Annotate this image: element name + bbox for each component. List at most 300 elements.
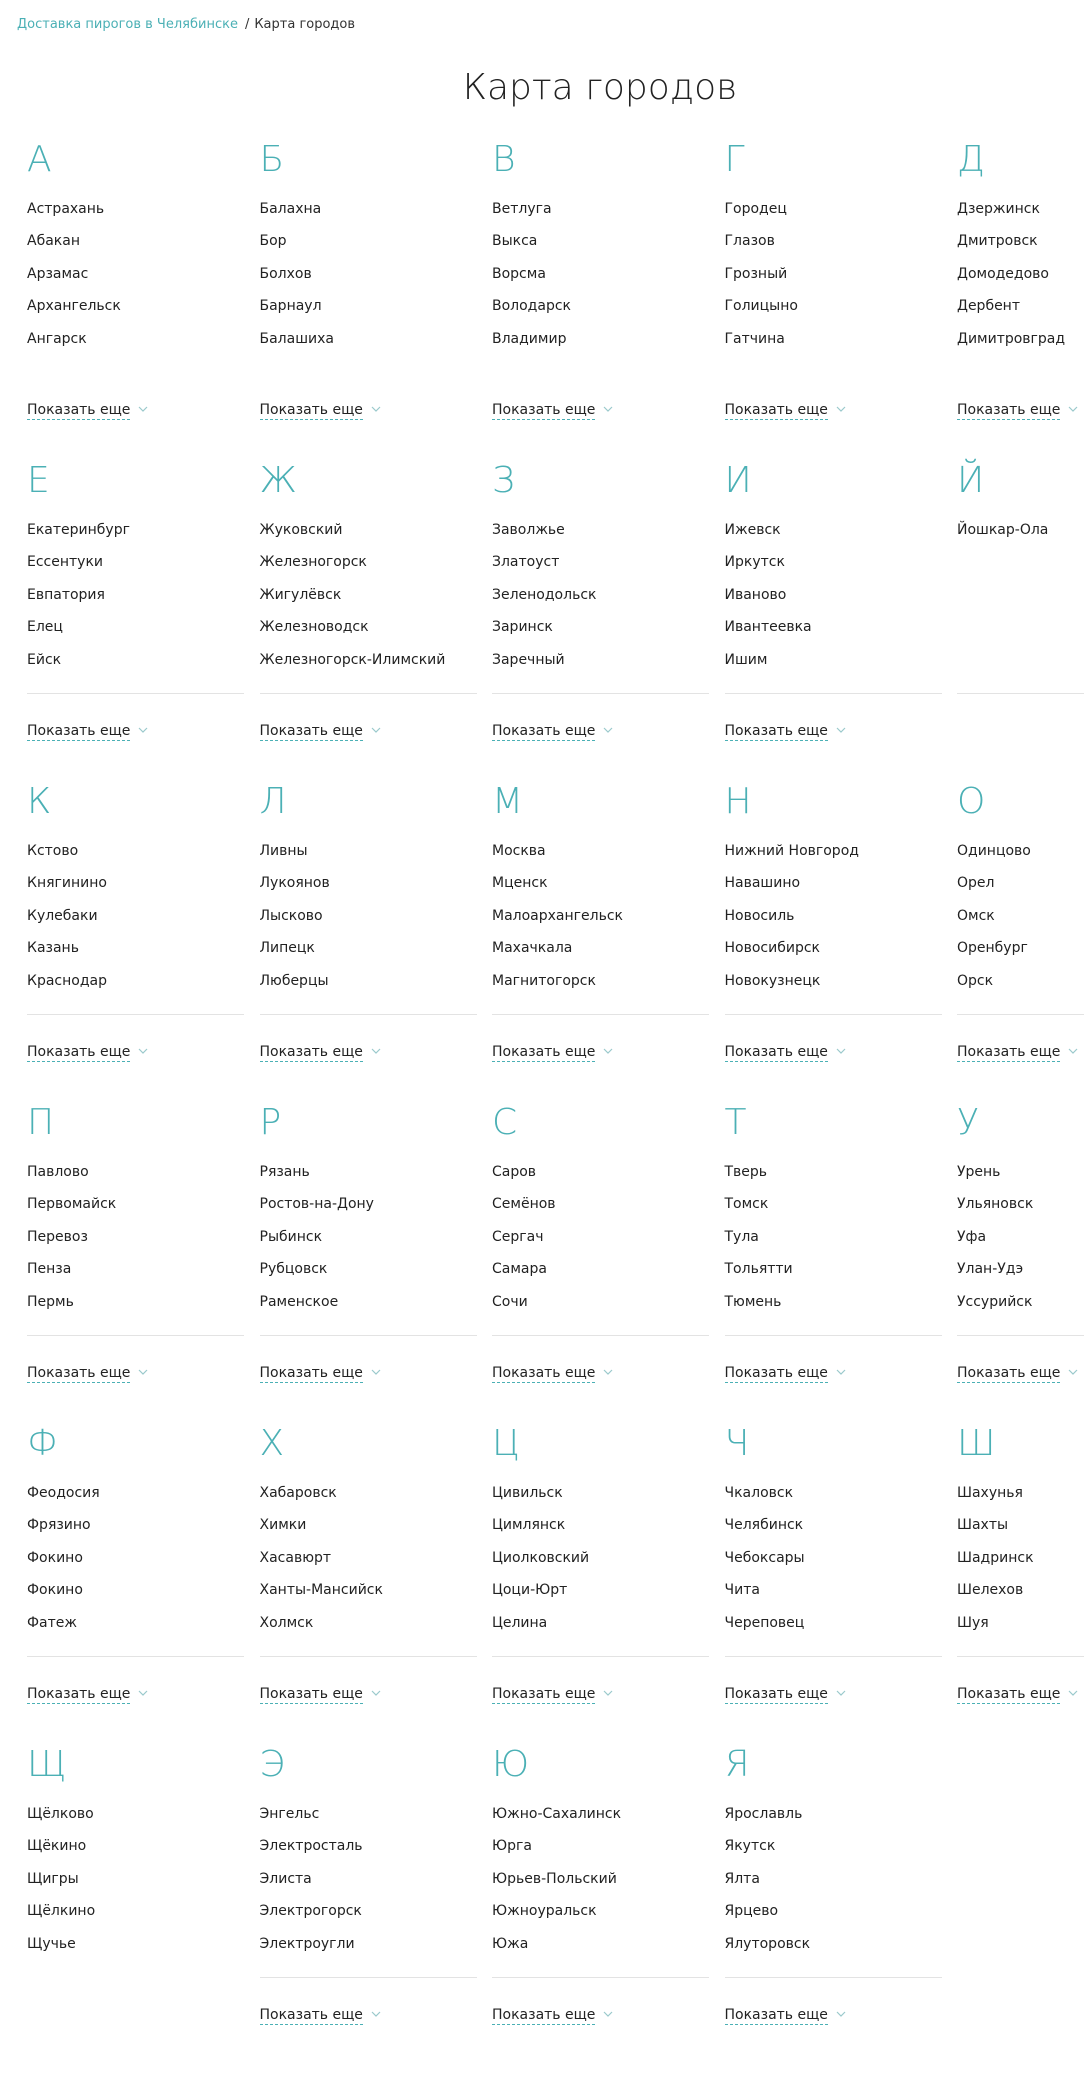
city-link[interactable]: Новосиль — [724, 907, 795, 924]
city-list — [27, 522, 130, 684]
show-more-label: Показать еще — [259, 1044, 363, 1060]
show-more-label: Показать еще — [492, 2007, 596, 2023]
letter-group — [724, 459, 942, 739]
city-link[interactable]: Ханты-Мансийск — [259, 1582, 383, 1599]
city-link[interactable]: Арзамас — [27, 265, 89, 282]
letter-group — [957, 1101, 1084, 1381]
city-list — [492, 1485, 589, 1647]
letter-heading: Ю — [492, 1744, 530, 1785]
city-link[interactable]: Жуковский — [259, 522, 343, 538]
chevron-down-icon — [138, 721, 148, 738]
city-link[interactable]: Чита — [724, 1582, 760, 1599]
city-link[interactable]: Чкаловск — [724, 1485, 794, 1501]
city-link[interactable]: Кулебаки — [27, 907, 98, 924]
city-link[interactable]: Лысково — [259, 907, 323, 924]
city-list — [957, 843, 1031, 1005]
city-link[interactable]: Юрьев-Польский — [492, 1870, 617, 1887]
letter-group — [259, 1743, 477, 2023]
city-link[interactable]: Астрахань — [27, 201, 105, 217]
city-list — [260, 201, 334, 363]
letter-group — [957, 780, 1084, 1060]
city-link[interactable]: Елец — [27, 619, 63, 636]
city-link[interactable]: Ливны — [259, 843, 308, 859]
city-link[interactable]: Фатеж — [27, 1614, 78, 1631]
show-more-label: Показать еще — [724, 1686, 828, 1702]
chevron-down-icon — [371, 1684, 381, 1701]
show-more-button[interactable] — [957, 1684, 1078, 1703]
show-more-button[interactable] — [725, 2005, 846, 2024]
group-divider — [260, 1977, 477, 1978]
city-link[interactable]: Новокузнецк — [724, 972, 821, 989]
letter-heading: Ц — [492, 1423, 520, 1464]
city-link[interactable]: Москва — [492, 843, 546, 859]
city-link[interactable]: Щигры — [27, 1870, 79, 1887]
city-link[interactable]: Энгельс — [259, 1806, 320, 1822]
city-link[interactable]: Ветлуга — [492, 201, 552, 217]
city-link[interactable]: Пермь — [27, 1293, 74, 1310]
show-more-button[interactable] — [260, 2005, 381, 2024]
letter-group — [259, 1422, 477, 1702]
group-divider — [492, 1335, 709, 1336]
city-link[interactable]: Ярославль — [724, 1806, 803, 1822]
city-link[interactable]: Люберцы — [259, 972, 329, 989]
city-link[interactable]: Заволжье — [492, 522, 565, 538]
city-list — [260, 1164, 374, 1326]
show-more-label: Показать еще — [957, 1044, 1061, 1060]
letter-heading: З — [492, 460, 515, 501]
city-link[interactable]: Навашино — [724, 875, 801, 892]
chevron-down-icon — [603, 1684, 613, 1701]
letter-group — [724, 1101, 942, 1381]
city-link[interactable]: Домодедово — [957, 265, 1049, 282]
city-link[interactable]: Жигулёвск — [259, 586, 342, 603]
letter-heading: Ч — [724, 1423, 750, 1464]
city-link[interactable]: Хасавюрт — [259, 1549, 332, 1566]
show-more-label: Показать еще — [259, 1686, 363, 1702]
show-more-label: Показать еще — [724, 2007, 828, 2023]
letter-heading: Ж — [259, 460, 297, 501]
city-link[interactable]: Гатчина — [724, 330, 785, 347]
city-link[interactable]: Химки — [259, 1517, 307, 1534]
city-link[interactable]: Балашиха — [259, 330, 334, 347]
city-link[interactable]: Южно-Сахалинск — [492, 1806, 622, 1822]
city-link[interactable]: Томск — [724, 1196, 769, 1213]
group-divider — [492, 1656, 709, 1657]
show-more-label: Показать еще — [259, 2007, 363, 2023]
city-link[interactable]: Рубцовск — [259, 1261, 328, 1278]
chevron-down-icon — [603, 1042, 613, 1059]
show-more-button[interactable] — [725, 721, 846, 740]
city-link[interactable]: Цимлянск — [492, 1517, 566, 1534]
city-link[interactable]: Раменское — [259, 1293, 339, 1310]
chevron-down-icon — [836, 1363, 846, 1380]
city-link[interactable]: Сочи — [492, 1293, 528, 1310]
city-link[interactable]: Евпатория — [27, 586, 105, 603]
show-more-label: Показать еще — [27, 723, 131, 739]
letter-group — [259, 780, 477, 1060]
city-link[interactable]: Южноуральск — [492, 1903, 597, 1920]
letter-group — [492, 1743, 709, 2023]
city-link[interactable]: Южа — [492, 1935, 529, 1952]
group-divider — [957, 1014, 1084, 1015]
letter-group — [492, 1101, 709, 1381]
city-link[interactable]: Рыбинск — [259, 1228, 323, 1245]
city-link[interactable]: Ессентуки — [27, 554, 104, 571]
city-list — [260, 1485, 383, 1647]
city-link[interactable]: Элиста — [259, 1870, 312, 1887]
show-more-button[interactable] — [492, 400, 613, 419]
city-link[interactable]: Иркутск — [724, 554, 785, 571]
city-link[interactable]: Лукоянов — [259, 875, 330, 892]
group-divider — [27, 1014, 244, 1015]
city-link[interactable]: Иваново — [724, 586, 787, 603]
city-list — [492, 201, 571, 363]
city-link[interactable]: Бор — [259, 233, 287, 250]
chevron-down-icon — [1068, 400, 1078, 417]
chevron-down-icon — [371, 1042, 381, 1059]
page-title: Карта городов — [462, 67, 738, 108]
letter-heading: Ш — [957, 1423, 996, 1464]
city-link[interactable]: Тверь — [724, 1164, 768, 1180]
city-link[interactable]: Челябинск — [724, 1517, 804, 1534]
city-list — [27, 201, 121, 363]
show-more-button[interactable] — [27, 721, 148, 740]
letter-heading: Ф — [27, 1423, 58, 1464]
city-link[interactable]: Хабаровск — [259, 1485, 337, 1501]
city-link[interactable]: Мценск — [492, 875, 548, 892]
show-more-button[interactable] — [260, 1042, 381, 1061]
city-link[interactable]: Уссурийск — [957, 1293, 1033, 1310]
city-link[interactable]: Пенза — [27, 1261, 72, 1278]
city-link[interactable]: Липецк — [259, 940, 315, 957]
letter-group — [27, 459, 244, 739]
letter-heading: А — [27, 139, 52, 180]
city-link[interactable]: Щёлкино — [27, 1903, 96, 1920]
show-more-button[interactable] — [492, 1363, 613, 1382]
city-link[interactable]: Железногорск-Илимский — [259, 651, 446, 668]
show-more-button[interactable] — [725, 1684, 846, 1703]
city-link[interactable]: Шелехов — [957, 1582, 1024, 1599]
chevron-down-icon — [371, 721, 381, 738]
city-link[interactable]: Ижевск — [724, 522, 781, 538]
city-link[interactable]: Тюмень — [724, 1293, 782, 1310]
city-list — [492, 1806, 621, 1968]
city-link[interactable]: Голицыно — [724, 298, 798, 315]
letter-group — [27, 1101, 244, 1381]
breadcrumb — [17, 16, 355, 34]
city-link[interactable]: Златоуст — [492, 554, 560, 571]
city-list — [725, 1806, 811, 1968]
letter-heading: Т — [724, 1102, 747, 1143]
show-more-button[interactable] — [492, 2005, 613, 2024]
city-link[interactable]: Первомайск — [27, 1196, 117, 1213]
city-link[interactable]: Шуя — [957, 1614, 989, 1631]
show-more-label: Показать еще — [957, 402, 1061, 418]
letter-heading: Е — [27, 460, 50, 501]
city-list — [725, 201, 798, 363]
show-more-label: Показать еще — [259, 723, 363, 739]
city-link[interactable]: Тольятти — [724, 1261, 793, 1278]
city-link[interactable]: Цоци-Юрт — [492, 1582, 568, 1599]
city-link[interactable]: Казань — [27, 940, 79, 957]
letter-heading: К — [27, 781, 52, 822]
chevron-down-icon — [1068, 1042, 1078, 1059]
show-more-button[interactable] — [957, 1363, 1078, 1382]
city-list — [957, 522, 1048, 554]
city-link[interactable]: Цивильск — [492, 1485, 563, 1501]
city-list — [27, 1806, 95, 1968]
city-link[interactable]: Электроугли — [259, 1935, 355, 1952]
city-link[interactable]: Перевоз — [27, 1228, 88, 1245]
city-link[interactable]: Кстово — [27, 843, 79, 859]
city-link[interactable]: Ейск — [27, 651, 62, 668]
city-link[interactable]: Железногорск — [259, 554, 367, 571]
chevron-down-icon — [603, 2005, 613, 2022]
city-link[interactable]: Холмск — [259, 1614, 314, 1631]
city-link[interactable]: Ишим — [724, 651, 768, 668]
show-more-button[interactable] — [957, 400, 1078, 419]
show-more-label: Показать еще — [492, 402, 596, 418]
city-link[interactable]: Зеленодольск — [492, 586, 597, 603]
city-link[interactable]: Фокино — [27, 1549, 83, 1566]
letter-heading: В — [492, 139, 516, 180]
show-more-label: Показать еще — [492, 1044, 596, 1060]
city-link[interactable]: Омск — [957, 907, 995, 924]
city-link[interactable]: Щёкино — [27, 1838, 87, 1855]
group-divider — [27, 693, 244, 694]
city-link[interactable]: Орел — [957, 875, 995, 892]
city-link[interactable]: Махачкала — [492, 940, 573, 957]
group-divider — [27, 1335, 244, 1336]
letter-heading: Л — [259, 781, 287, 822]
city-list — [725, 522, 812, 684]
city-link[interactable]: Якутск — [724, 1838, 776, 1855]
show-more-button[interactable] — [725, 1363, 846, 1382]
show-more-button[interactable] — [27, 1042, 148, 1061]
city-link[interactable]: Магнитогорск — [492, 972, 596, 989]
city-link[interactable]: Заречный — [492, 651, 565, 668]
city-link[interactable]: Ялуторовск — [724, 1935, 811, 1952]
letter-heading: Х — [259, 1423, 285, 1464]
chevron-down-icon — [1068, 1684, 1078, 1701]
letter-heading: И — [724, 460, 752, 501]
group-divider — [725, 693, 942, 694]
letter-group — [259, 459, 477, 739]
city-link[interactable]: Нижний Новгород — [724, 843, 859, 859]
show-more-button[interactable] — [492, 1684, 613, 1703]
city-link[interactable]: Краснодар — [27, 972, 107, 989]
show-more-button[interactable] — [260, 400, 381, 419]
city-link[interactable]: Абакан — [27, 233, 80, 250]
show-more-button[interactable] — [725, 1042, 846, 1061]
city-list — [725, 1164, 793, 1326]
city-link[interactable]: Ярцево — [724, 1903, 779, 1920]
chevron-down-icon — [138, 1042, 148, 1059]
city-list — [725, 1485, 805, 1647]
letter-group — [27, 780, 244, 1060]
group-divider — [27, 1656, 244, 1657]
city-link[interactable]: Грозный — [724, 265, 788, 282]
letter-group — [27, 138, 244, 418]
chevron-down-icon — [371, 400, 381, 417]
breadcrumb-home-link[interactable]: Доставка пирогов в Челябинске — [17, 17, 238, 32]
city-list — [725, 843, 859, 1005]
letter-heading: Г — [724, 139, 745, 180]
letter-group — [492, 138, 709, 418]
show-more-button[interactable] — [27, 1684, 148, 1703]
city-list — [492, 843, 623, 1005]
city-link[interactable]: Уфа — [957, 1228, 987, 1245]
city-link[interactable]: Одинцово — [957, 843, 1031, 859]
city-link[interactable]: Ростов-на-Дону — [259, 1196, 374, 1213]
city-link[interactable]: Заринск — [492, 619, 553, 636]
show-more-label: Показать еще — [957, 1365, 1061, 1381]
show-more-button[interactable] — [725, 400, 846, 419]
letter-heading: М — [492, 781, 524, 822]
city-list — [27, 1485, 100, 1647]
letter-heading: Й — [957, 460, 985, 501]
letter-group — [492, 780, 709, 1060]
city-list — [957, 201, 1065, 363]
city-link[interactable]: Орск — [957, 972, 994, 989]
chevron-down-icon — [603, 721, 613, 738]
city-link[interactable]: Дмитровск — [957, 233, 1038, 250]
city-link[interactable]: Владимир — [492, 330, 567, 347]
letter-group — [724, 1743, 942, 2023]
city-link[interactable]: Новосибирск — [724, 940, 820, 957]
letter-heading: С — [492, 1102, 518, 1143]
city-link[interactable]: Ангарск — [27, 330, 87, 347]
group-divider — [492, 693, 709, 694]
city-link[interactable]: Барнаул — [259, 298, 322, 315]
city-link[interactable]: Самара — [492, 1261, 547, 1278]
group-divider — [957, 693, 1084, 694]
city-link[interactable]: Ялта — [724, 1870, 760, 1887]
city-link[interactable]: Ивантеевка — [724, 619, 812, 636]
letter-group — [724, 138, 942, 418]
group-divider — [957, 1656, 1084, 1657]
city-link[interactable]: Екатеринбург — [27, 522, 130, 538]
show-more-button[interactable] — [27, 1363, 148, 1382]
city-link[interactable]: Щёлково — [27, 1806, 94, 1822]
show-more-button[interactable] — [260, 1363, 381, 1382]
city-list — [957, 1164, 1033, 1326]
city-link[interactable]: Ворсма — [492, 265, 546, 282]
city-link[interactable]: Целина — [492, 1614, 548, 1631]
city-link[interactable]: Юрга — [492, 1838, 532, 1855]
chevron-down-icon — [138, 1363, 148, 1380]
city-link[interactable]: Дзержинск — [957, 201, 1040, 217]
city-list — [957, 1485, 1034, 1647]
city-link[interactable]: Череповец — [724, 1614, 805, 1631]
letter-heading: Б — [259, 139, 285, 180]
group-divider — [260, 1335, 477, 1336]
city-link[interactable]: Княгинино — [27, 875, 107, 892]
group-divider — [492, 1977, 709, 1978]
city-link[interactable]: Фрязино — [27, 1517, 91, 1534]
letter-group — [27, 1743, 244, 1952]
letter-group — [259, 138, 477, 418]
city-link[interactable]: Шадринск — [957, 1549, 1034, 1566]
city-link[interactable]: Семёнов — [492, 1196, 556, 1213]
city-link[interactable]: Урень — [957, 1164, 1001, 1180]
city-link[interactable]: Тула — [724, 1228, 759, 1245]
letter-group — [492, 1422, 709, 1702]
letter-heading: Э — [259, 1744, 285, 1785]
city-list — [492, 522, 596, 684]
group-divider — [725, 1656, 942, 1657]
city-link[interactable]: Железноводск — [259, 619, 369, 636]
letter-group — [957, 138, 1084, 418]
letter-group — [27, 1422, 244, 1702]
show-more-label: Показать еще — [724, 1365, 828, 1381]
chevron-down-icon — [836, 400, 846, 417]
city-link[interactable]: Димитровград — [957, 330, 1066, 347]
show-more-button[interactable] — [492, 721, 613, 740]
city-link[interactable]: Глазов — [724, 233, 775, 250]
group-divider — [957, 1335, 1084, 1336]
city-link[interactable]: Дербент — [957, 298, 1020, 315]
city-link[interactable]: Шахты — [957, 1517, 1009, 1534]
city-link[interactable]: Йошкар-Ола — [957, 522, 1049, 538]
city-link[interactable]: Ульяновск — [957, 1196, 1034, 1213]
show-more-label: Показать еще — [957, 1686, 1061, 1702]
city-link[interactable]: Малоархангельск — [492, 907, 623, 924]
city-link[interactable]: Фокино — [27, 1582, 83, 1599]
city-link[interactable]: Выкса — [492, 233, 538, 250]
city-link[interactable]: Улан-Удэ — [957, 1261, 1024, 1278]
city-link[interactable]: Городец — [724, 201, 787, 217]
city-link[interactable]: Феодосия — [27, 1485, 100, 1501]
show-more-button[interactable] — [957, 1042, 1078, 1061]
letter-group — [724, 1422, 942, 1702]
show-more-button[interactable] — [260, 721, 381, 740]
city-link[interactable]: Сергач — [492, 1228, 544, 1245]
show-more-button[interactable] — [260, 1684, 381, 1703]
city-link[interactable]: Электрогорск — [259, 1903, 362, 1920]
show-more-button[interactable] — [492, 1042, 613, 1061]
city-link[interactable]: Чебоксары — [724, 1549, 805, 1566]
city-link[interactable]: Щучье — [27, 1935, 76, 1952]
city-link[interactable]: Болхов — [259, 265, 312, 282]
city-link[interactable]: Павлово — [27, 1164, 89, 1180]
show-more-label: Показать еще — [492, 1686, 596, 1702]
letter-heading: У — [957, 1102, 979, 1143]
letter-heading: П — [27, 1102, 55, 1143]
chevron-down-icon — [138, 400, 148, 417]
city-link[interactable]: Оренбург — [957, 940, 1028, 957]
city-link[interactable]: Балахна — [259, 201, 322, 217]
show-more-label: Показать еще — [724, 402, 828, 418]
city-link[interactable]: Саров — [492, 1164, 537, 1180]
city-link[interactable]: Электросталь — [259, 1838, 363, 1855]
show-more-label: Показать еще — [27, 402, 131, 418]
breadcrumb-separator: / — [244, 17, 250, 32]
city-link[interactable]: Циолковский — [492, 1549, 590, 1566]
show-more-button[interactable] — [27, 400, 148, 419]
letter-group — [259, 1101, 477, 1381]
letter-group — [957, 1422, 1084, 1702]
chevron-down-icon — [836, 2005, 846, 2022]
show-more-label: Показать еще — [492, 1365, 596, 1381]
show-more-label: Показать еще — [27, 1686, 131, 1702]
group-divider — [260, 1014, 477, 1015]
city-link[interactable]: Архангельск — [27, 298, 121, 315]
city-link[interactable]: Володарск — [492, 298, 571, 315]
city-link[interactable]: Рязань — [259, 1164, 310, 1180]
city-link[interactable]: Шахунья — [957, 1485, 1023, 1501]
show-more-label: Показать еще — [27, 1365, 131, 1381]
